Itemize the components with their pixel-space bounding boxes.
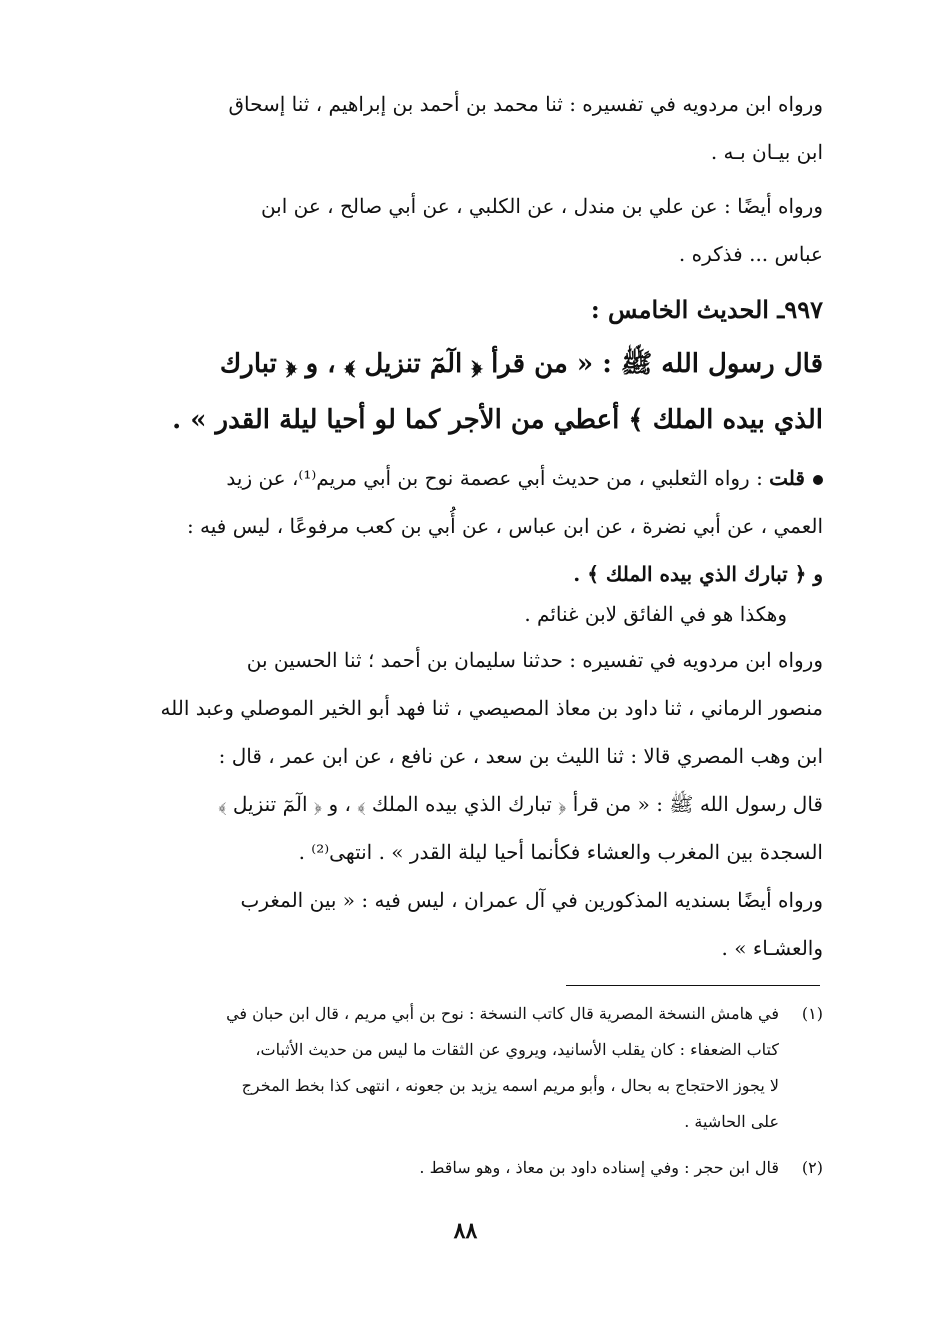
- text-line: عباس ... فذكره .: [678, 242, 823, 266]
- footnote-number: (١): [801, 1004, 823, 1023]
- footnote-line: [104, 1150, 823, 1186]
- hadith-heading: ٩٩٧ـ الحديث الخامس :: [590, 295, 823, 324]
- paragraph-ibn-mardawayh-1: [104, 80, 823, 176]
- text-line: السجدة بين المغرب والعشاء فكأنما أحيا ليلة القدر » . انتهى⁽²⁾ .: [298, 840, 823, 864]
- hadith-heading-block: [104, 284, 823, 336]
- qult-label: قلت: [769, 466, 805, 490]
- footnote-2: [104, 1150, 823, 1186]
- hadith-text-block: [104, 336, 823, 448]
- footnote-1: [104, 996, 823, 1140]
- text-line: العمي ، عن أبي نضرة ، عن ابن عباس ، عن أُبي بن كعب مرفوعًا ، ليس فيه :: [186, 514, 823, 538]
- footnote-divider: [566, 985, 820, 986]
- paragraph-faiq: [104, 590, 823, 638]
- hadith-text-line: قال رسول الله ﷺ : « من قرأ ﴿ الٓمٓ تنزيل ﴾ ، و ﴿ تبارك: [219, 349, 823, 379]
- footnote-line: على الحاشية .: [684, 1112, 779, 1131]
- footnote-line: [104, 996, 823, 1032]
- text-line: ورواه ابن مردويه في تفسيره : ثنا محمد بن أحمد بن إبراهيم ، ثنا إسحاق: [228, 92, 823, 116]
- bullet-icon: [813, 475, 823, 485]
- footnote-line: كتاب الضعفاء : كان يقلب الأسانيد، ويروي عن الثقات ما ليس من حديث الأثبات،: [255, 1040, 779, 1059]
- text-line: قال رسول الله ﷺ : « من قرأ ﴿ تبارك الذي بيده الملك ﴾ ، و ﴿ الٓمٓ تنزيل ﴾: [218, 792, 823, 816]
- text-line: ورواه أيضًا بسنديه المذكورين في آل عمران ، ليس فيه : « بين المغرب: [240, 888, 823, 912]
- footnote-line: لا يجوز الاحتجاج به بحال ، وأبو مريم اسمه يزيد بن جعونه ، انتهى كذا بخط المخرج: [241, 1076, 779, 1095]
- text-line: وهكذا هو في الفائق لابن غنائم .: [524, 602, 787, 626]
- text-segment: : رواه الثعلبي ، من حديث أبي عصمة نوح بن أبي مريم⁽¹⁾، عن زيد: [226, 466, 763, 490]
- page-number: ٨٨: [453, 1218, 478, 1244]
- text-line: [104, 454, 823, 502]
- footnote-text: قال ابن حجر : وفي إسناده داود بن معاذ ، وهو ساقط .: [419, 1158, 779, 1177]
- paragraph-also-narrated: [104, 182, 823, 278]
- footnote-text: في هامش النسخة المصرية قال كاتب النسخة : نوح بن أبي مريم ، قال ابن حبان في: [226, 1004, 779, 1023]
- text-line: ورواه ابن مردويه في تفسيره : حدثنا سليمان بن أحمد ؛ ثنا الحسين بن: [246, 648, 823, 672]
- text-line: و ﴿ تبارك الذي بيده الملك ﴾ .: [573, 562, 823, 586]
- paragraph-ibn-mardawayh-2: [104, 636, 823, 876]
- text-line: ورواه أيضًا : عن علي بن مندل ، عن الكلبي ، عن أبي صالح ، عن ابن: [260, 194, 823, 218]
- footnote-number: (٢): [801, 1158, 823, 1177]
- text-line: ابن وهب المصري قالا : ثنا الليث بن سعد ، عن نافع ، عن ابن عمر ، قال :: [218, 744, 823, 768]
- hadith-text-line: الذي بيده الملك ﴾ أعطي من الأجر كما لو أحيا ليلة القدر » .: [172, 405, 823, 435]
- text-line: والعشـاء » .: [721, 936, 823, 960]
- paragraph-also-chains: [104, 876, 823, 972]
- paragraph-qult: [104, 454, 823, 598]
- text-line: ابن بيـان بـه .: [710, 140, 823, 164]
- text-line: منصور الرماني ، ثنا داود بن معاذ المصيصي ، ثنا فهد أبو الخير الموصلي وعبد الله: [160, 696, 823, 720]
